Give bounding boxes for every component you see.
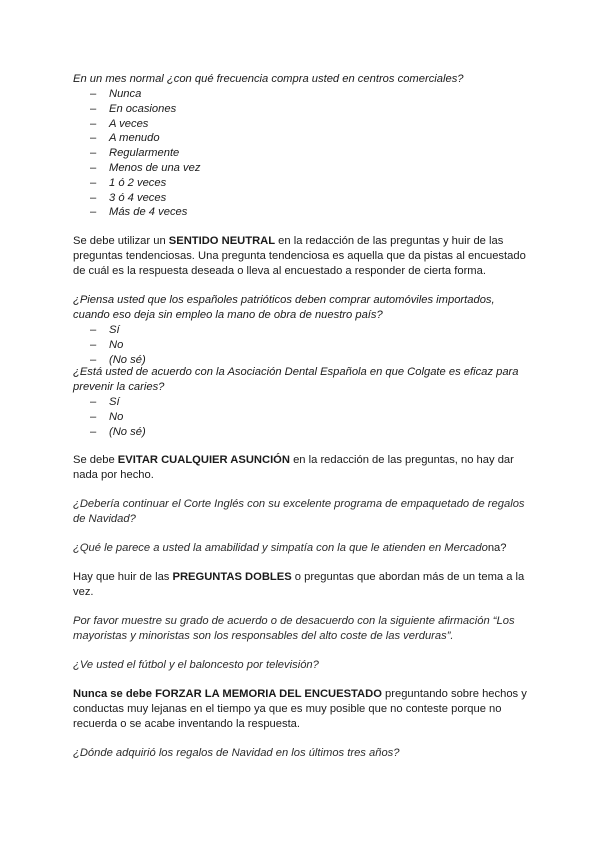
highlight-preguntas-dobles: PREGUNTAS DOBLES bbox=[172, 571, 292, 583]
answer-option: – A veces bbox=[90, 117, 149, 130]
highlight-evitar-asuncion: EVITAR CUALQUIER ASUNCIÓN bbox=[117, 454, 290, 466]
question-colgate bbox=[73, 365, 533, 439]
paragraph-avoid-assumption: Se debe EVITAR CUALQUIER ASUNCIÓN en la redacción de las preguntas, no hay dar nada por hecho. bbox=[73, 454, 514, 481]
answer-option: – (No sé) bbox=[90, 425, 146, 438]
dash-bullet-icon: – bbox=[90, 102, 97, 115]
dash-bullet-icon: – bbox=[90, 324, 97, 336]
answer-option: – Menos de una vez bbox=[90, 161, 201, 174]
answer-options bbox=[73, 323, 533, 367]
dash-bullet-icon: – bbox=[90, 425, 97, 438]
question-text: ¿Está usted de acuerdo con la Asociación Dental Española en que Colgate es eficaz para prevenir la caries? bbox=[73, 366, 519, 393]
answer-option: – Regularmente bbox=[90, 147, 180, 160]
answer-options bbox=[73, 395, 533, 439]
answer-option: – No bbox=[90, 410, 124, 423]
dash-bullet-icon: – bbox=[90, 161, 97, 174]
dash-bullet-icon: – bbox=[90, 88, 97, 100]
dash-bullet-icon: – bbox=[90, 353, 97, 366]
question-patriotic bbox=[73, 293, 533, 367]
answer-options bbox=[73, 87, 533, 220]
answer-option: – 3 ó 4 veces bbox=[90, 191, 167, 204]
answer-option: – Nunca bbox=[90, 88, 142, 100]
answer-option: – Sí bbox=[90, 324, 120, 336]
question-frequency bbox=[73, 72, 533, 220]
paragraph-memory: Nunca se debe FORZAR LA MEMORIA DEL ENCUESTADO preguntando sobre hechos y conductas muy lejanas en el tiempo ya que es muy posible que no conteste porque no recuerda o se acabe inventando la respuesta. bbox=[73, 688, 527, 730]
question-text: ¿Piensa usted que los españoles patrióticos deben comprar automóviles importados, cuando eso deja sin empleo la mano de obra de nuestro país? bbox=[73, 294, 495, 321]
example-corte-ingles: ¿Debería continuar el Corte Inglés con su excelente programa de empaquetado de regalos de Navidad? bbox=[73, 498, 525, 525]
answer-option: – Más de 4 veces bbox=[90, 206, 188, 219]
highlight-forzar-memoria: Nunca se debe FORZAR LA MEMORIA DEL ENCUESTADO bbox=[73, 688, 382, 700]
dash-bullet-icon: – bbox=[90, 410, 97, 423]
answer-option: – En ocasiones bbox=[90, 102, 177, 115]
answer-option: – A menudo bbox=[90, 132, 160, 145]
dash-bullet-icon: – bbox=[90, 338, 97, 351]
question-text: En un mes normal ¿con qué frecuencia compra usted en centros comerciales? bbox=[73, 73, 464, 85]
highlight-sentido-neutral: SENTIDO NEUTRAL bbox=[168, 235, 276, 247]
dash-bullet-icon: – bbox=[90, 191, 97, 204]
dash-bullet-icon: – bbox=[90, 147, 97, 160]
answer-option: – 1 ó 2 veces bbox=[90, 176, 167, 189]
paragraph-neutral-sense: Se debe utilizar un SENTIDO NEUTRAL en la redacción de las preguntas y huir de las preguntas tendenciosas. Una pregunta tendenciosa es aquella que da pistas al encuestado de cuál es la respuesta deseada o lleva al encuestado a responder de cierta forma. bbox=[73, 235, 526, 277]
answer-option: – (No sé) bbox=[90, 353, 146, 366]
dash-bullet-icon: – bbox=[90, 132, 97, 145]
dash-bullet-icon: – bbox=[90, 206, 97, 219]
answer-option: – Sí bbox=[90, 396, 120, 408]
example-regalos: ¿Dónde adquirió los regalos de Navidad en los últimos tres años? bbox=[73, 747, 400, 759]
example-futbol: ¿Ve usted el fútbol y el baloncesto por televisión? bbox=[73, 659, 319, 671]
dash-bullet-icon: – bbox=[90, 396, 97, 408]
dash-bullet-icon: – bbox=[90, 176, 97, 189]
dash-bullet-icon: – bbox=[90, 117, 97, 130]
paragraph-double-questions: Hay que huir de las PREGUNTAS DOBLES o preguntas que abordan más de un tema a la vez. bbox=[73, 571, 525, 598]
example-mayoristas: Por favor muestre su grado de acuerdo o de desacuerdo con la siguiente afirmación “Los mayoristas y minoristas son los responsables del alto coste de las verduras”. bbox=[73, 615, 515, 642]
answer-option: – No bbox=[90, 338, 124, 351]
example-mercadona: ¿Qué le parece a usted la amabilidad y simpatía con la que le atienden en Mercadona? bbox=[73, 542, 507, 554]
